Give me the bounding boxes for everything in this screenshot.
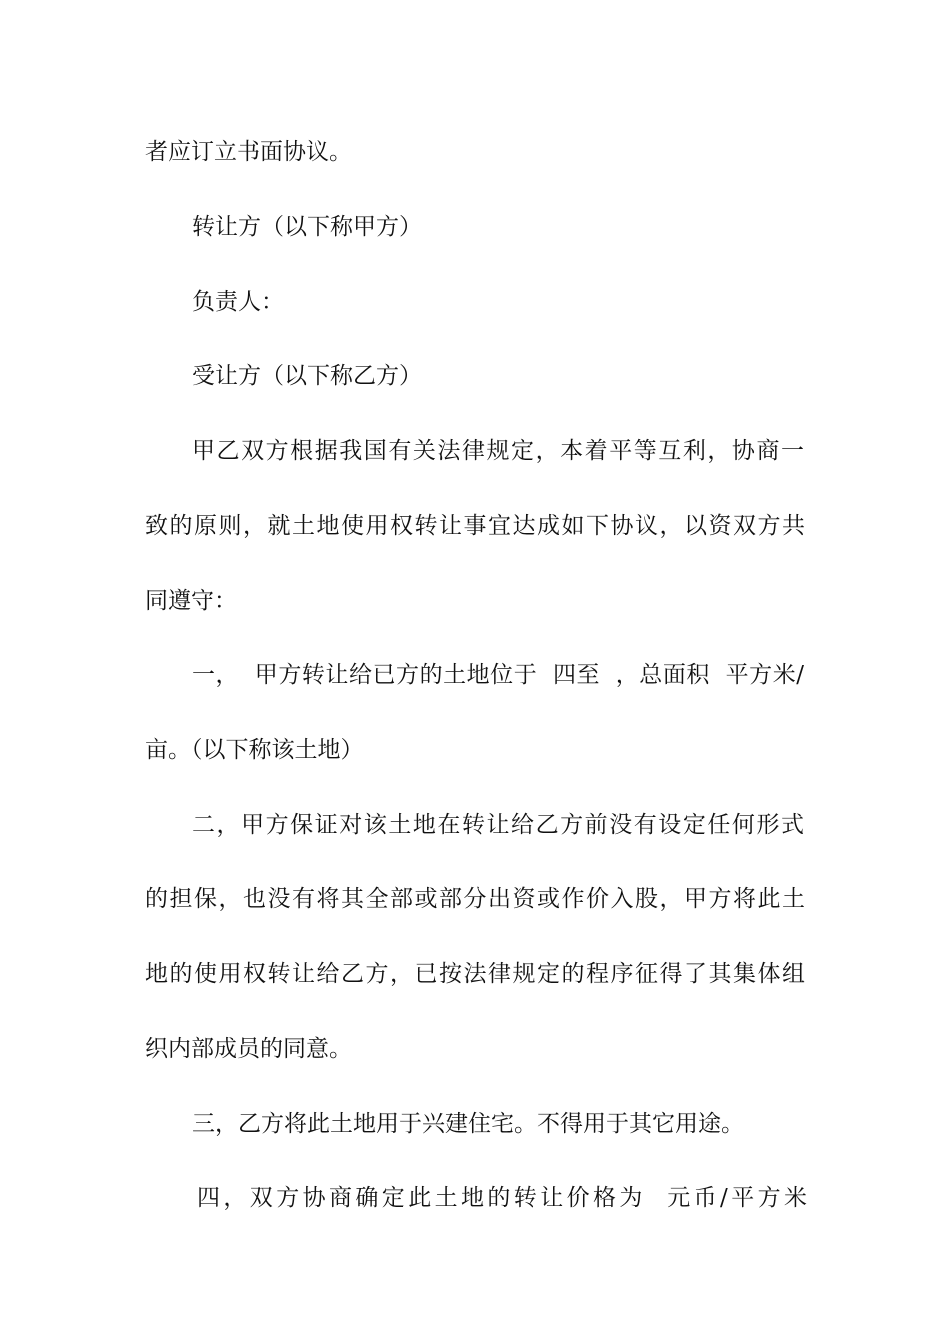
paragraph-line: 织内部成员的同意。 xyxy=(145,1036,352,1062)
paragraph-line: 的担保，也没有将其全部或部分出资或作价入股，甲方将此土 xyxy=(145,886,805,912)
paragraph-line: 三，乙方将此土地用于兴建住宅。不得用于其它用途。 xyxy=(192,1111,744,1137)
paragraph-line: 者应订立书面协议。 xyxy=(145,139,352,165)
paragraph-line: 转让方（以下称甲方） xyxy=(192,214,422,240)
paragraph-line: 四，双方协商确定此土地的转让价格为 元币/平方米 xyxy=(197,1185,807,1211)
paragraph-line: 受让方（以下称乙方） xyxy=(192,363,422,389)
paragraph-line: 甲乙双方根据我国有关法律规定，本着平等互利，协商一 xyxy=(192,438,804,464)
paragraph-line: 同遵守： xyxy=(145,588,237,614)
paragraph-line: 致的原则，就土地使用权转让事宜达成如下协议，以资双方共 xyxy=(145,513,805,539)
paragraph-line: 一， 甲方转让给已方的土地位于 四至 ，总面积 平方米/ xyxy=(192,662,804,688)
paragraph-line: 亩。（以下称该土地） xyxy=(145,737,364,763)
paragraph-line: 地的使用权转让给乙方，已按法律规定的程序征得了其集体组 xyxy=(145,961,805,987)
paragraph-line: 负责人： xyxy=(192,289,284,315)
paragraph-line: 二，甲方保证对该土地在转让给乙方前没有设定任何形式 xyxy=(192,812,804,838)
